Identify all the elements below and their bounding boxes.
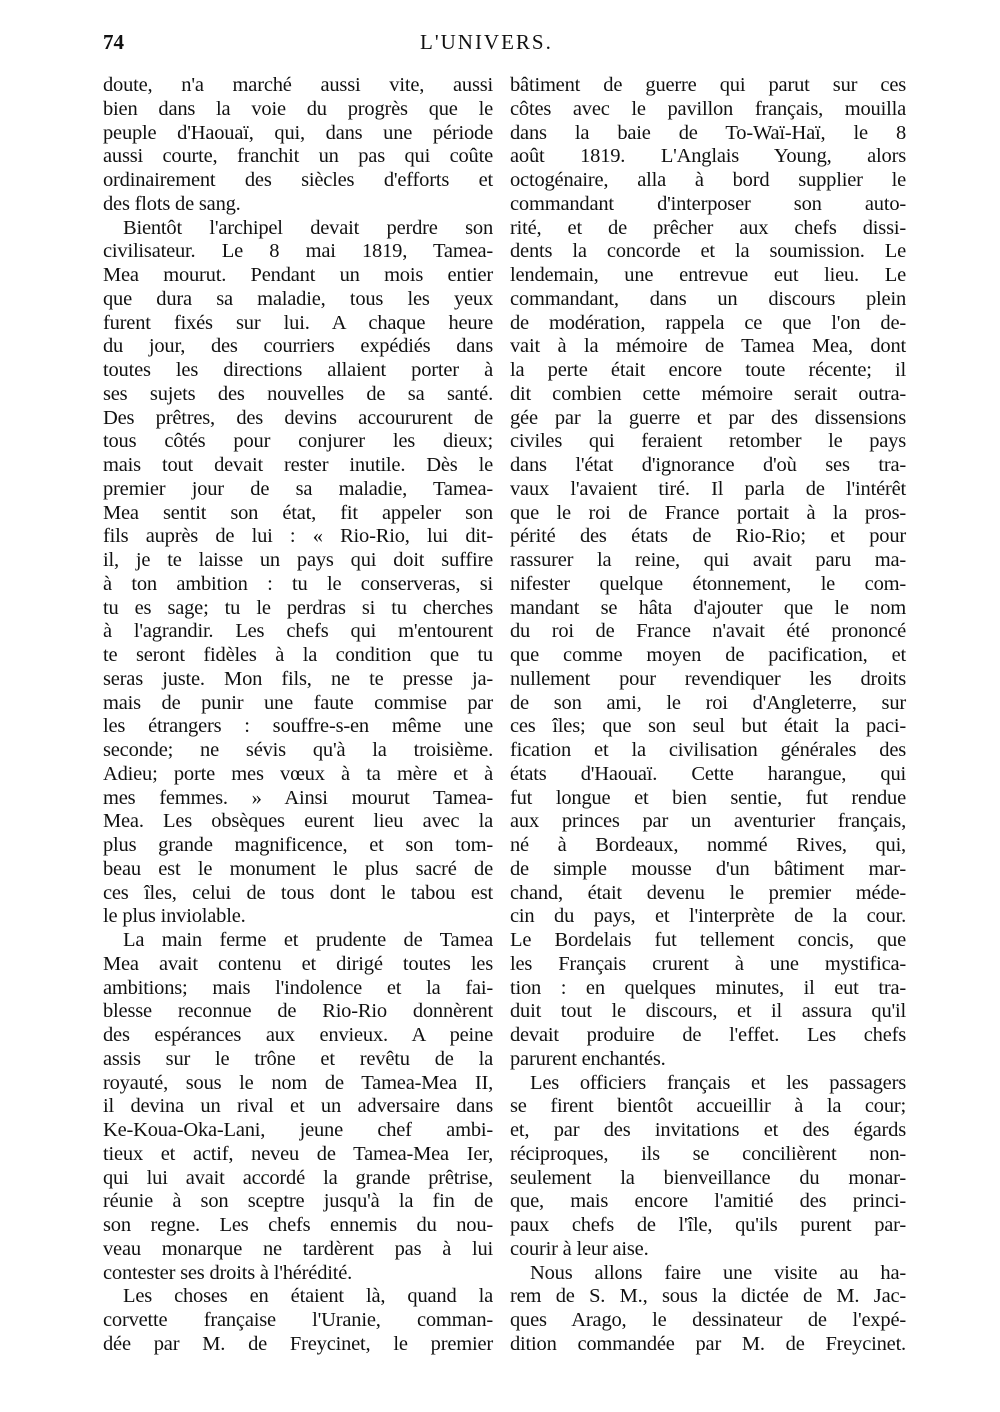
text-line: chand, était devenu le premier méde- bbox=[510, 881, 906, 904]
text-line: du roi de France n'avait été prononcé bbox=[510, 620, 906, 643]
text-line: fut longue et bien sentie, fut rendue bbox=[510, 786, 906, 809]
text-line: assis sur le trône et revêtu de la bbox=[103, 1047, 493, 1070]
text-column-right bbox=[510, 74, 906, 1357]
text-line: mais tout devait rester inutile. Dès le bbox=[103, 454, 493, 476]
text-line: seras juste. Mon fils, ne te presse ja- bbox=[103, 667, 493, 690]
text-line: le plus inviolable. bbox=[103, 905, 246, 928]
text-line: mais de punir une faute commise par bbox=[103, 691, 493, 714]
text-line: commandant, dans un discours plein bbox=[510, 287, 906, 310]
text-line: ques Arago, le dessinateur de l'expé- bbox=[510, 1309, 906, 1331]
text-line: vaux l'avaient tiré. Il parla de l'intérêt bbox=[510, 477, 906, 500]
text-line: tion : en quelques minutes, il eut tra- bbox=[510, 976, 906, 999]
text-line: gée par la guerre et par des dissensions bbox=[510, 406, 906, 429]
text-line: ambitions; mais l'indolence et la fai- bbox=[103, 976, 493, 999]
text-line: duit tout le discours, et il assura qu'il bbox=[510, 1000, 906, 1023]
text-line: seconde; ne sévis qu'à la troisième. bbox=[103, 739, 493, 761]
text-line: Les choses en étaient là, quand la bbox=[123, 1285, 493, 1308]
text-line: Mea avait contenu et dirigé toutes les bbox=[103, 952, 493, 975]
text-line: bien dans la voie du progrès que le bbox=[103, 97, 493, 120]
text-line: Ke-Koua-Oka-Lani, jeune chef ambi- bbox=[103, 1119, 493, 1141]
text-line: toutes les directions allaient porter à bbox=[103, 359, 493, 381]
text-line: ces îles, celui de tous dont le tabou est bbox=[103, 881, 493, 904]
text-line: veau monarque ne tardèrent pas à lui bbox=[103, 1237, 493, 1260]
text-line: Mea. Les obsèques eurent lieu avec la bbox=[103, 810, 493, 833]
text-line: de simple mousse d'un bâtiment mar- bbox=[510, 857, 906, 880]
text-line: courir à leur aise. bbox=[510, 1237, 649, 1260]
page-number: 74 bbox=[103, 30, 124, 54]
text-line: son regne. Les chefs ennemis du nou- bbox=[103, 1214, 493, 1236]
text-line: dans l'état d'ignorance d'où ses tra- bbox=[510, 454, 906, 476]
text-line: cin du pays, et l'interprète de la cour. bbox=[510, 905, 906, 928]
text-line: se firent bientôt accueillir à la cour; bbox=[510, 1095, 906, 1118]
text-line: nifester quelque étonnement, le com- bbox=[510, 572, 906, 595]
text-line: et, par des invitations et des égards bbox=[510, 1119, 906, 1141]
text-line: fication et la civilisation générales des bbox=[510, 739, 906, 761]
running-title: L'UNIVERS. bbox=[420, 30, 553, 54]
text-line: beau est le monument le plus sacré de bbox=[103, 857, 493, 880]
text-line: octogénaire, alla à bord supplier le bbox=[510, 169, 906, 191]
text-line: Des prêtres, des devins accoururent de bbox=[103, 406, 493, 429]
text-line: rem de S. M., sous la dictée de M. Jac- bbox=[510, 1285, 906, 1308]
text-line: corvette française l'Uranie, comman- bbox=[103, 1309, 493, 1331]
text-line: devait produire de l'effet. Les chefs bbox=[510, 1024, 906, 1046]
text-line: réciproques, ils se concilièrent non- bbox=[510, 1142, 906, 1165]
text-line: blesse reconnue de Rio-Rio donnèrent bbox=[103, 1000, 493, 1023]
text-line: dents la concorde et la soumission. Le bbox=[510, 240, 906, 263]
text-line: premier jour de sa maladie, Tamea- bbox=[103, 477, 493, 500]
text-line: de modération, rappela ce que l'on de- bbox=[510, 311, 906, 334]
text-line: rassurer la reine, qui avait paru ma- bbox=[510, 549, 906, 571]
text-line: royauté, sous le nom de Tamea-Mea II, bbox=[103, 1071, 493, 1094]
text-line: seulement la bienveillance du monar- bbox=[510, 1166, 906, 1189]
text-column-left bbox=[103, 74, 493, 1357]
text-line: aussi courte, franchit un pas qui coûte bbox=[103, 145, 493, 168]
text-line: qui lui avait accordé la grande prêtrise, bbox=[103, 1166, 493, 1189]
text-line: ordinairement des siècles d'efforts et bbox=[103, 169, 493, 191]
text-line: tous côtés pour conjurer les dieux; bbox=[103, 430, 493, 453]
text-line: de son ami, le roi d'Angleterre, sur bbox=[510, 691, 906, 714]
text-line: civiles qui feraient retomber le pays bbox=[510, 430, 906, 453]
text-line: doute, n'a marché aussi vite, aussi bbox=[103, 74, 493, 96]
text-line: peuple d'Haouaï, qui, dans une période bbox=[103, 121, 493, 144]
text-line: il, je te laisse un pays qui doit suffire bbox=[103, 549, 493, 571]
text-line: la perte était encore toute récente; il bbox=[510, 359, 906, 381]
text-line: à ton ambition : tu le conserveras, si bbox=[103, 572, 493, 595]
text-line: civilisateur. Le 8 mai 1819, Tamea- bbox=[103, 240, 493, 263]
text-line: nullement pour revendiquer les droits bbox=[510, 667, 906, 690]
text-line: ces îles; que son seul but était la paci- bbox=[510, 715, 906, 738]
text-line: fils auprès de lui : « Rio-Rio, lui dit- bbox=[103, 525, 493, 548]
text-line: les étrangers : souffre-s-en même une bbox=[103, 715, 493, 738]
text-line: que dura sa maladie, tous les yeux bbox=[103, 287, 493, 310]
text-line: Mea sentit son état, fit appeler son bbox=[103, 501, 493, 524]
text-line: des espérances aux envieux. A peine bbox=[103, 1024, 493, 1046]
text-line: contester ses droits à l'hérédité. bbox=[103, 1261, 353, 1284]
text-line: Nous allons faire une visite au ha- bbox=[530, 1261, 906, 1284]
text-line: du jour, des courriers expédiés dans bbox=[103, 335, 493, 358]
text-line: bâtiment de guerre qui parut sur ces bbox=[510, 74, 906, 96]
text-line: dition commandée par M. de Freycinet. bbox=[510, 1332, 906, 1355]
text-line: les Français crurent à une mystifica- bbox=[510, 952, 906, 975]
text-line: réunie à son sceptre jusqu'à la fin de bbox=[103, 1190, 493, 1213]
text-line: plus grande magnificence, et son tom- bbox=[103, 834, 493, 856]
text-line: Les officiers français et les passagers bbox=[530, 1071, 906, 1094]
text-line: tu es sage; tu le perdras si tu cherches bbox=[103, 596, 493, 619]
text-line: paux chefs de l'île, qu'ils purent par- bbox=[510, 1214, 906, 1236]
text-line: ses sujets des nouvelles de sa santé. bbox=[103, 382, 493, 405]
text-line: états d'Haouaï. Cette harangue, qui bbox=[510, 762, 906, 785]
text-line: né à Bordeaux, nommé Rives, qui, bbox=[510, 834, 906, 856]
text-line: il devina un rival et un adversaire dans bbox=[103, 1095, 493, 1118]
text-line: août 1819. L'Anglais Young, alors bbox=[510, 145, 906, 168]
text-line: dée par M. de Freycinet, le premier bbox=[103, 1332, 493, 1355]
text-line: que le roi de France portait à la pros- bbox=[510, 501, 906, 524]
text-line: Bientôt l'archipel devait perdre son bbox=[123, 216, 493, 239]
text-line: Adieu; porte mes vœux à ta mère et à bbox=[103, 762, 493, 785]
text-line: La main ferme et prudente de Tamea bbox=[123, 929, 493, 951]
text-line: furent fixés sur lui. A chaque heure bbox=[103, 311, 493, 334]
text-line: aux princes par un aventurier français, bbox=[510, 810, 906, 833]
text-line: dans la baie de To-Waï-Haï, le 8 bbox=[510, 121, 906, 144]
text-line: mes femmes. » Ainsi mourut Tamea- bbox=[103, 786, 493, 809]
text-line: rité, et de prêcher aux chefs dissi- bbox=[510, 216, 906, 239]
text-line: des flots de sang. bbox=[103, 192, 241, 215]
text-line: périté des états de Rio-Rio; et pour bbox=[510, 525, 906, 548]
text-line: te seront fidèles à la condition que tu bbox=[103, 644, 493, 666]
text-line: Le Bordelais fut tellement concis, que bbox=[510, 929, 906, 951]
text-line: commandant d'interposer son auto- bbox=[510, 192, 906, 215]
text-line: tieux et actif, neveu de Tamea-Mea Ier, bbox=[103, 1142, 493, 1165]
text-line: parurent enchantés. bbox=[510, 1047, 666, 1070]
text-line: lendemain, une entrevue eut lieu. Le bbox=[510, 264, 906, 286]
text-line: Mea mourut. Pendant un mois entier bbox=[103, 264, 493, 286]
text-line: vait à la mémoire de Tamea Mea, dont bbox=[510, 335, 906, 358]
text-line: que, mais encore l'amitié des princi- bbox=[510, 1190, 906, 1213]
text-line: que comme moyen de pacification, et bbox=[510, 644, 906, 666]
text-line: côtes avec le pavillon français, mouilla bbox=[510, 97, 906, 120]
text-line: à l'agrandir. Les chefs qui m'entourent bbox=[103, 620, 493, 643]
text-line: mandant se hâta d'ajouter que le nom bbox=[510, 596, 906, 619]
text-line: dit combien cette mémoire serait outra- bbox=[510, 382, 906, 405]
